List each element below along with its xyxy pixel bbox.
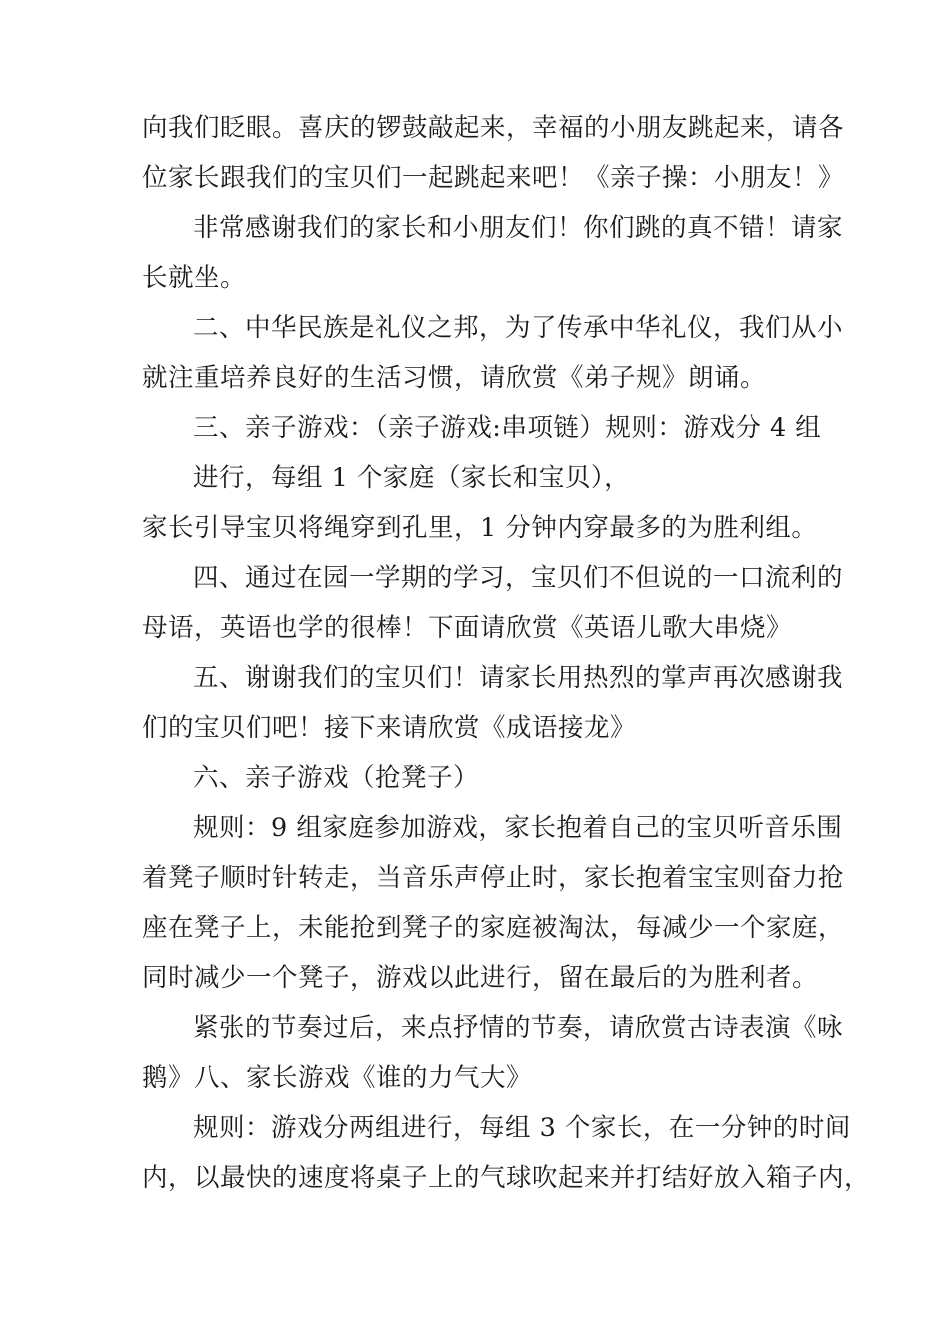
text-line-4: 长就坐。	[142, 263, 247, 293]
text-line-19: 紧张的节奏过后，来点抒情的节奏，请欣赏古诗表演《咏	[193, 1013, 844, 1043]
text-line-8: 进行，每组 1 个家庭（家长和宝贝），	[193, 463, 631, 493]
text-line-21: 规则：游戏分两组进行，每组 3 个家长，在一分钟的时间	[193, 1113, 851, 1143]
text-line-18: 同时减少一个凳子，游戏以此进行，留在最后的为胜利者。	[142, 963, 819, 993]
text-line-5: 二、中华民族是礼仪之邦，为了传承中华礼仪，我们从小	[193, 313, 844, 343]
text-line-3: 非常感谢我们的家长和小朋友们！你们跳的真不错！请家	[193, 213, 844, 243]
text-line-1: 向我们眨眼。喜庆的锣鼓敲起来，幸福的小朋友跳起来，请各	[142, 113, 845, 143]
text-line-6: 就注重培养良好的生活习惯，请欣赏《弟子规》朗诵。	[142, 363, 767, 393]
text-line-17: 座在凳子上，未能抢到凳子的家庭被淘汰，每减少一个家庭，	[142, 913, 845, 943]
text-line-10: 四、通过在园一学期的学习，宝贝们不但说的一口流利的	[193, 563, 844, 593]
text-line-7: 三、亲子游戏：（亲子游戏:串项链）规则：游戏分 4 组	[193, 413, 822, 443]
text-line-14: 六、亲子游戏（抢凳子）	[193, 763, 480, 793]
document-body	[142, 103, 871, 1203]
text-line-20: 鹅》八、家长游戏《谁的力气大》	[142, 1063, 533, 1093]
text-line-2: 位家长跟我们的宝贝们一起跳起来吧！《亲子操：小朋友！》	[142, 163, 845, 193]
text-line-12: 五、谢谢我们的宝贝们！请家长用热烈的掌声再次感谢我	[193, 663, 844, 693]
text-line-13: 们的宝贝们吧！接下来请欣赏《成语接龙》	[142, 713, 637, 743]
text-line-16: 着凳子顺时针转走，当音乐声停止时，家长抱着宝宝则奋力抢	[142, 863, 845, 893]
text-line-15: 规则：9 组家庭参加游戏，家长抱着自己的宝贝听音乐围	[193, 813, 843, 843]
text-line-11: 母语，英语也学的很棒！下面请欣赏《英语儿歌大串烧》	[142, 613, 793, 643]
text-line-22: 内，以最快的速度将桌子上的气球吹起来并打结好放入箱子内，	[142, 1163, 871, 1193]
text-line-9: 家长引导宝贝将绳穿到孔里，1 分钟内穿最多的为胜利组。	[142, 513, 818, 543]
